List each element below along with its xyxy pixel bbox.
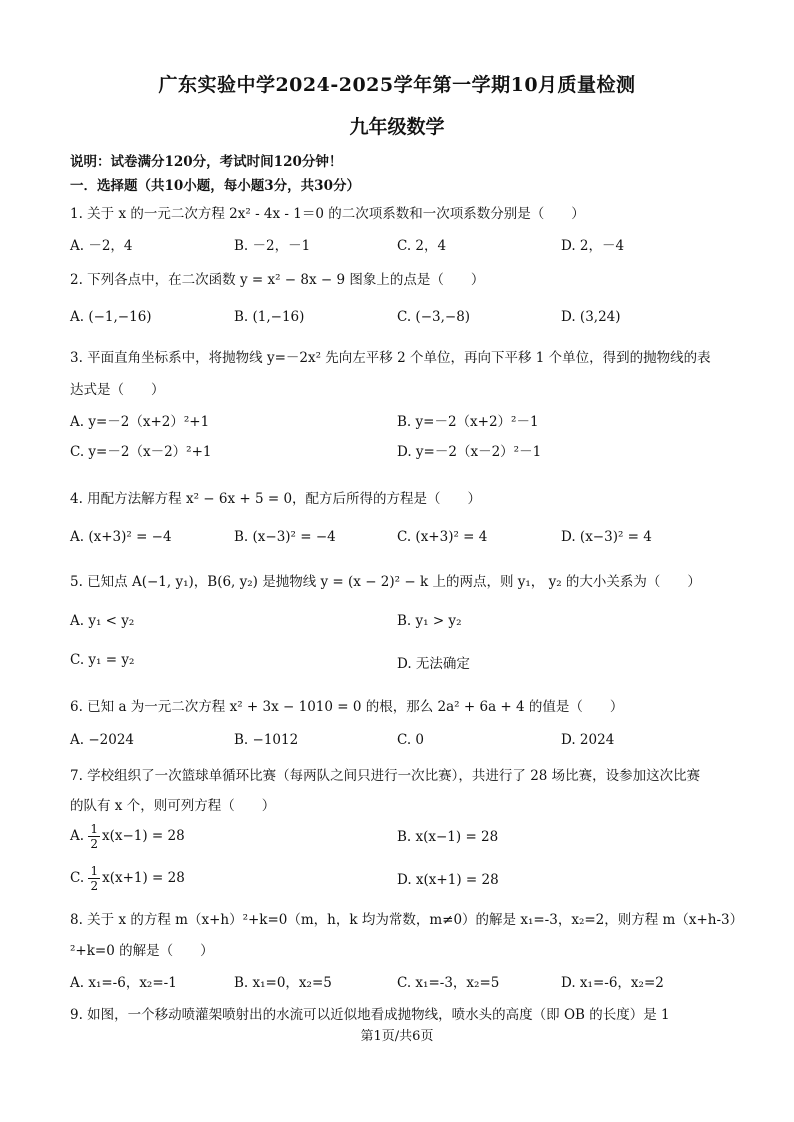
- one-half-fraction: [88, 822, 100, 851]
- fraction-numerator: 1: [90, 864, 99, 878]
- q7-option-d: D. x(x+1) = 28: [397, 872, 499, 888]
- q6-option-c: C. 0: [397, 732, 425, 748]
- question-5-stem: 5. 已知点 A(−1, y₁)，B(6, y₂) 是抛物线 y = (x − 2)² − k 上的两点，则 y₁， y₂ 的大小关系为（ ）: [70, 574, 701, 590]
- fraction-denominator: 2: [90, 879, 99, 893]
- question-2-stem: 2. 下列各点中，在二次函数 y = x² − 8x − 9 图象上的点是（ ）: [70, 272, 485, 288]
- q3-option-d: D. y=－2（x－2）²－1: [397, 444, 542, 460]
- q5-option-c: C. y₁ = y₂: [70, 652, 135, 668]
- q1-option-d: D. 2，－4: [561, 238, 625, 254]
- q6-option-a: A. −2024: [70, 732, 134, 748]
- question-3-stem-line1: 3. 平面直角坐标系中，将抛物线 y=－2x² 先向左平移 2 个单位，再向下平移 1 个单位，得到的抛物线的表: [70, 350, 711, 366]
- q4-option-b: B. (x−3)² = −4: [234, 529, 336, 545]
- q7-option-c-letter: C.: [70, 870, 85, 886]
- fraction-numerator: 1: [90, 822, 98, 836]
- question-1-stem: 1. 关于 x 的一元二次方程 2x² - 4x - 1＝0 的二次项系数和一次项系数分别是（ ）: [70, 206, 585, 222]
- q6-option-b: B. −1012: [234, 732, 299, 748]
- question-9-stem: 9. 如图，一个移动喷灌架喷射出的水流可以近似地看成抛物线，喷水头的高度（即 OB 的长度）是 1: [70, 1007, 670, 1023]
- q7-option-a: [70, 822, 185, 851]
- q8-option-c: C. x₁=-3，x₂=5: [397, 975, 500, 991]
- q2-option-c: C. (−3,−8): [397, 309, 471, 325]
- q2-option-d: D. (3,24): [561, 309, 621, 325]
- page-title: 广东实验中学2024-2025学年第一学期10月质量检测: [158, 74, 636, 96]
- q4-option-c: C. (x+3)² = 4: [397, 529, 488, 545]
- q7-option-a-expr: x(x−1) = 28: [101, 828, 185, 844]
- q8-option-b: B. x₁=0，x₂=5: [234, 975, 332, 991]
- q4-option-d: D. (x−3)² = 4: [561, 529, 652, 545]
- q2-option-a: A. (−1,−16): [70, 309, 152, 325]
- page-footer: 第1页/共6页: [360, 1029, 434, 1044]
- question-8-stem-line1: 8. 关于 x 的方程 m（x+h）²+k=0（m，h，k 均为常数，m≠0）的解是 x₁=-3，x₂=2，则方程 m（x+h-3）: [70, 912, 744, 928]
- q7-option-c-expr: x(x+1) = 28: [102, 870, 185, 886]
- q5-option-b: B. y₁ > y₂: [397, 613, 462, 629]
- q5-option-d: D. 无法确定: [397, 656, 470, 672]
- fraction-denominator: 2: [90, 837, 98, 851]
- one-half-fraction: [88, 864, 100, 893]
- question-3-stem-line2: 达式是（ ）: [70, 382, 165, 398]
- q8-option-d: D. x₁=-6，x₂=2: [561, 975, 664, 991]
- q3-option-c: C. y=－2（x－2）²+1: [70, 444, 212, 460]
- q1-option-b: B. －2，－1: [234, 238, 311, 254]
- instructions: 说明：试卷满分120分，考试时间120分钟！: [70, 154, 343, 170]
- page-subtitle: 九年级数学: [349, 116, 445, 138]
- q1-option-a: A. －2，4: [70, 238, 133, 254]
- question-7-stem-line2: 的队有 x 个，则可列方程（ ）: [70, 798, 276, 814]
- q7-option-c: [70, 864, 185, 893]
- q4-option-a: A. (x+3)² = −4: [70, 529, 172, 545]
- section-heading: 一．选择题（共10小题，每小题3分，共30分）: [70, 178, 360, 194]
- q7-option-a-letter: A.: [70, 828, 85, 844]
- question-4-stem: 4. 用配方法解方程 x² − 6x + 5 = 0，配方后所得的方程是（ ）: [70, 491, 482, 507]
- q1-option-c: C. 2，4: [397, 238, 447, 254]
- q8-option-a: A. x₁=-6，x₂=-1: [70, 975, 177, 991]
- q6-option-d: D. 2024: [561, 732, 615, 748]
- q2-option-b: B. (1,−16): [234, 309, 305, 325]
- question-7-stem-line1: 7. 学校组织了一次篮球单循环比赛（每两队之间只进行一次比赛），共进行了 28 场比赛，设参加这次比赛: [70, 768, 701, 784]
- q3-option-b: B. y=－2（x+2）²－1: [397, 414, 539, 430]
- q5-option-a: A. y₁ < y₂: [70, 613, 135, 629]
- q3-option-a: A. y=－2（x+2）²+1: [70, 414, 210, 430]
- question-6-stem: 6. 已知 a 为一元二次方程 x² + 3x − 1010 = 0 的根，那么 2a² + 6a + 4 的值是（ ）: [70, 699, 624, 715]
- q7-option-b: B. x(x−1) = 28: [397, 829, 499, 845]
- question-8-stem-line2: ²+k=0 的解是（ ）: [70, 943, 214, 959]
